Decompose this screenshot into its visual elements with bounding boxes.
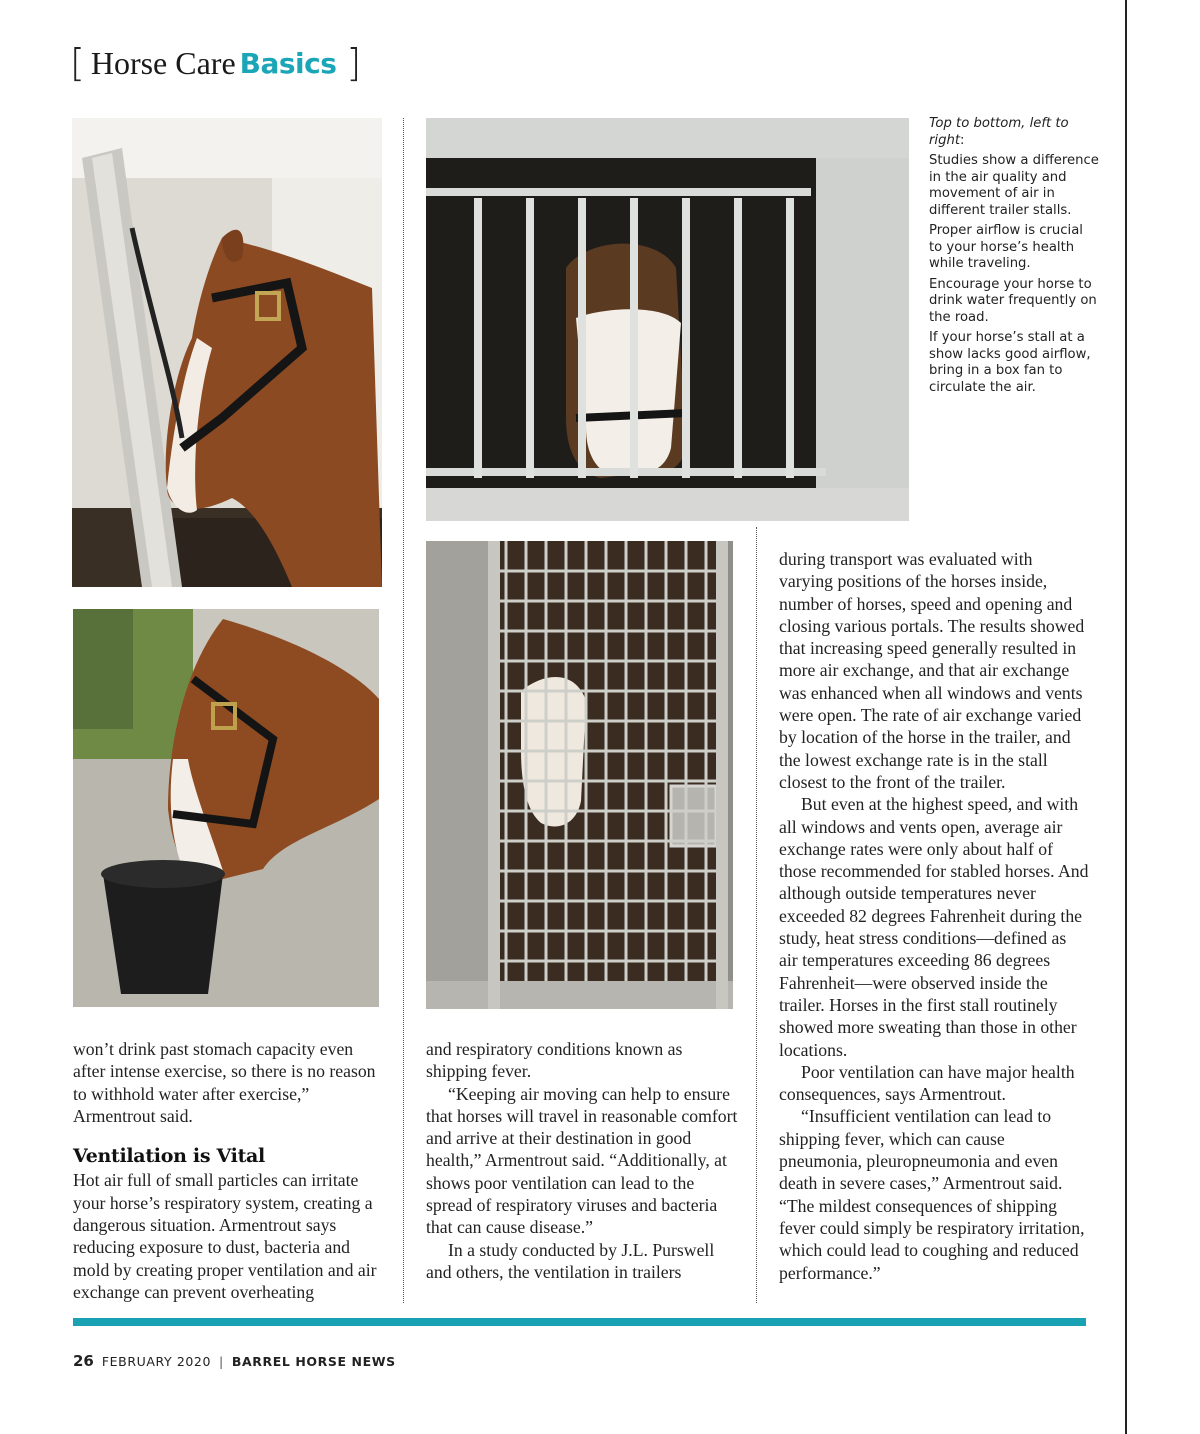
horse-drinking-photo-icon (73, 609, 379, 1007)
photo-horse-trailer-window (426, 118, 909, 521)
header-bracket-close: ] (346, 41, 362, 85)
body-paragraph: “Insufficient ventilation can lead to shipping fever, which can cause pneumonia, pleuropneumonia and even death in severe cases,” Armentrout said. “The mildest consequences of shipping fever could simply be respiratory irritation, which could lead to coughing and reduced performance.” (779, 1106, 1085, 1283)
horse-stall-grate-photo-icon (426, 541, 733, 1009)
photo-horse-in-trailer (72, 118, 382, 587)
issue-date: FEBRUARY 2020 (101, 1353, 212, 1369)
caption-lead: Top to bottom, left to right (929, 116, 1069, 148)
section-subhead: Ventilation is Vital (73, 1145, 265, 1168)
article-column-3 (779, 548, 1089, 1284)
header-bracket-open: [ (70, 41, 85, 85)
body-paragraph: won’t drink past stomach capacity even after intense exercise, so there is no reason to withhold water after exercise,” Armentrout said. (73, 1039, 376, 1126)
header-title: Horse Care (90, 44, 236, 81)
caption-item: Proper airflow is crucial to your horse’s health while traveling. (929, 223, 1083, 271)
header-title-accent: Basics (239, 46, 337, 80)
photo-horse-stall-grate (426, 541, 733, 1009)
body-paragraph: Hot air full of small particles can irritate your horse’s respiratory system, creating a dangerous situation. Armentrout says reducing exposure to dust, bacteria and mold by creating proper ventilation and air exchange can prevent overheating (73, 1170, 377, 1302)
section-header (70, 40, 361, 86)
body-paragraph: during transport was evaluated with varying positions of the horses inside, number of horses, speed and opening and closing various portals. The results showed that increasing speed generally resulted in more air exchange, and that air exchange was enhanced when all windows and vents were open. The rate of air exchange varied by location of the horse in the trailer, and the lowest exchange rate is in the stall closest to the front of the trailer. (779, 549, 1085, 792)
caption-lead-colon: : (960, 132, 965, 148)
horse-trailer-photo-icon (72, 118, 382, 587)
article-column-1 (73, 1038, 385, 1303)
column-divider-2 (756, 527, 757, 1303)
body-paragraph: But even at the highest speed, and with all windows and vents open, average air exchange rates were only about half of those recommended for stabled horses. And although outside temperatures never exceeded 82 degrees Fahrenheit during the study, heat stress conditions—defined as air temperatures exceeding 86 degrees Fahrenheit—were observed inside the trailer. Horses in the first stall routinely showed more sweating than those in other locations. (779, 794, 1089, 1060)
footer-separator: | (219, 1353, 224, 1369)
body-paragraph: In a study conducted by J.L. Purswell and others, the ventilation in trailers (426, 1239, 715, 1282)
page-edge-rule (1125, 0, 1127, 1434)
page-footer (73, 1352, 396, 1370)
footer-accent-bar (73, 1318, 1086, 1326)
body-paragraph: and respiratory conditions known as shipping fever. (426, 1039, 683, 1082)
caption-item: Studies show a difference in the air quality and movement of air in different trailer stalls. (929, 153, 1099, 218)
caption-item: Encourage your horse to drink water frequently on the road. (929, 276, 1097, 325)
magazine-name: BARREL HORSE NEWS (231, 1353, 396, 1369)
article-column-2 (426, 1038, 738, 1283)
body-paragraph: Poor ventilation can have major health consequences, says Armentrout. (779, 1061, 1075, 1105)
body-paragraph: “Keeping air moving can help to ensure that horses will travel in reasonable comfort and arrive at their destination in good health,” Armentrout said. “Additionally, at shows poor ventilation can lead to the spread of respiratory viruses and bacteria that can cause disease.” (426, 1083, 738, 1238)
page-number: 26 (73, 1352, 94, 1370)
column-divider-1 (403, 118, 404, 1303)
photo-horse-drinking-bucket (73, 609, 379, 1007)
photo-caption (929, 116, 1099, 400)
caption-item: If your horse’s stall at a show lacks good airflow, bring in a box fan to circulate the air. (929, 330, 1091, 395)
horse-window-bars-photo-icon (426, 118, 909, 521)
